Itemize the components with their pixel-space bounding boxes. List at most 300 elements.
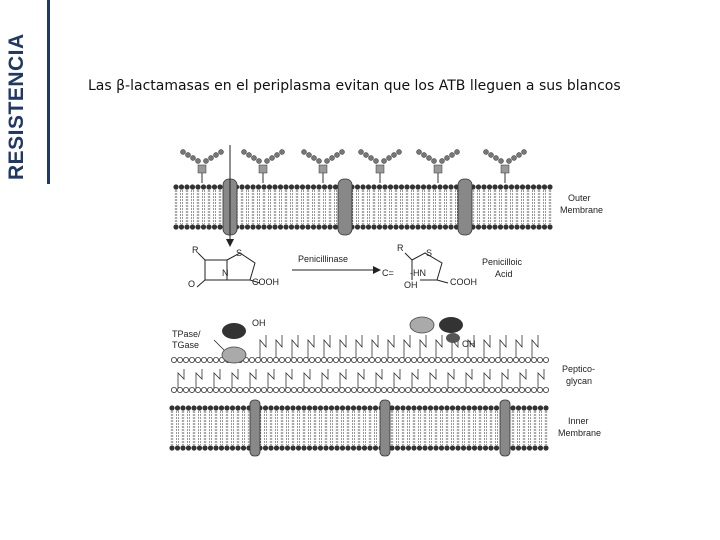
glycan-unit-upper (393, 357, 398, 362)
inner-lipid-head-top (521, 405, 526, 410)
lps-sugar (302, 150, 307, 155)
glycan-unit-lower (375, 387, 380, 392)
inner-membrane (169, 400, 548, 456)
peptide-bridge-lower (232, 369, 238, 388)
glycan-unit-upper (273, 357, 278, 362)
outer-lipid-head-bottom (426, 224, 431, 229)
glycan-unit-upper (483, 357, 488, 362)
lps-core (376, 165, 384, 173)
outer-lipid-head-top (283, 184, 288, 189)
glycan-unit-upper (429, 357, 434, 362)
glycan-unit-lower (201, 387, 206, 392)
outer-lipid-head-bottom (525, 224, 530, 229)
peptide-bridge-lower (466, 369, 472, 388)
peptide-bridge-upper (532, 335, 538, 358)
glycan-unit-upper (489, 357, 494, 362)
glycan-unit-lower (399, 387, 404, 392)
outer-lipid-head-top (371, 184, 376, 189)
inner-lipid-head-bottom (400, 445, 405, 450)
outer-lipid-head-bottom (487, 224, 492, 229)
lps-sugar (219, 150, 224, 155)
glycan-unit-lower (327, 387, 332, 392)
lps-sugar (196, 159, 201, 164)
glycan-unit-lower (477, 387, 482, 392)
outer-lipid-head-top (531, 184, 536, 189)
glycan-unit-upper (519, 357, 524, 362)
inner-lipid-head-top (428, 405, 433, 410)
glycan-unit-lower (249, 387, 254, 392)
glycan-unit-lower (423, 387, 428, 392)
inner-lipid-head-bottom (444, 445, 449, 450)
glycan-unit-lower (459, 387, 464, 392)
outer-lipid-head-bottom (382, 224, 387, 229)
inner-lipid-head-bottom (334, 445, 339, 450)
inner-lipid-head-top (268, 405, 273, 410)
inner-lipid-head-top (224, 405, 229, 410)
outer-lipid-head-top (239, 184, 244, 189)
outer-lipid-head-bottom (190, 224, 195, 229)
outer-lipid-head-top (536, 184, 541, 189)
outer-lipid-head-top (437, 184, 442, 189)
inner-lipid-head-bottom (428, 445, 433, 450)
outer-lipid-head-bottom (366, 224, 371, 229)
outer-lipid-head-bottom (448, 224, 453, 229)
lps-sugar (445, 156, 450, 161)
peptide-bridge-lower (430, 369, 436, 388)
glycan-unit-upper (531, 357, 536, 362)
lps-sugar (359, 150, 364, 155)
inner-lipid-head-top (422, 405, 427, 410)
outer-lipid-head-bottom (261, 224, 266, 229)
glycan-unit-upper (261, 357, 266, 362)
outer-lipid-head-bottom (421, 224, 426, 229)
lps-core (501, 165, 509, 173)
lps-sugar (364, 153, 369, 158)
glycan-unit-upper (375, 357, 380, 362)
outer-lipid-head-top (520, 184, 525, 189)
inner-lipid-head-top (532, 405, 537, 410)
outer-lipid-head-bottom (404, 224, 409, 229)
tpase-label-1: TPase/ (172, 329, 201, 339)
tpase-oh-label: OH (252, 318, 266, 328)
product-label-1: Penicilloic (482, 257, 523, 267)
outer-lipid-head-bottom (393, 224, 398, 229)
inner-lipid-head-bottom (439, 445, 444, 450)
pen-r-label: R (192, 245, 199, 255)
outer-lipid-head-bottom (437, 224, 442, 229)
inner-lipid-head-top (411, 405, 416, 410)
outer-lipid-head-bottom (547, 224, 552, 229)
peptidoglycan-label-1: Peptico- (562, 364, 596, 374)
outer-lipid-head-bottom (217, 224, 222, 229)
outer-lipid-head-bottom (481, 224, 486, 229)
lps-sugar (369, 156, 374, 161)
prod-s-label: S (426, 248, 433, 258)
inner-lipid-head-bottom (367, 445, 372, 450)
glycan-unit-upper (213, 357, 218, 362)
lps-sugar (374, 159, 379, 164)
lps-sugar (450, 153, 455, 158)
lps-core (259, 165, 267, 173)
glycan-unit-upper (405, 357, 410, 362)
inner-lipid-head-bottom (307, 445, 312, 450)
peptide-bridge-upper (372, 335, 378, 358)
outer-lipid-head-bottom (377, 224, 382, 229)
inner-lipid-head-bottom (345, 445, 350, 450)
outer-lipid-head-top (184, 184, 189, 189)
outer-lipid-head-top (300, 184, 305, 189)
glycan-unit-upper (321, 357, 326, 362)
pen-cooh-label: COOH (252, 277, 279, 287)
inner-lipid-head-bottom (543, 445, 548, 450)
glycan-unit-upper (471, 357, 476, 362)
lps-chains (181, 150, 527, 184)
outer-lipid-head-bottom (388, 224, 393, 229)
lps-core (434, 165, 442, 173)
peptide-bridge-upper (324, 335, 330, 358)
glycan-unit-upper (411, 357, 416, 362)
inner-lipid-head-top (538, 405, 543, 410)
outer-lipid-head-top (267, 184, 272, 189)
inner-lipid-head-top (345, 405, 350, 410)
inner-lipid-head-bottom (301, 445, 306, 450)
lps-sugar (312, 156, 317, 161)
lps-sugar (242, 150, 247, 155)
outer-lipid-head-top (206, 184, 211, 189)
glycan-unit-upper (441, 357, 446, 362)
lps-sugar (317, 159, 322, 164)
outer-lipid-head-top (503, 184, 508, 189)
reaction-arrowhead (373, 266, 381, 274)
lps-sugar (392, 153, 397, 158)
inner-lipid-head-bottom (213, 445, 218, 450)
inner-lipid-head-top (318, 405, 323, 410)
outer-lipid-head-top (294, 184, 299, 189)
outer-lipid-head-top (443, 184, 448, 189)
inner-lipid-head-bottom (527, 445, 532, 450)
peptide-bridge-lower (268, 369, 274, 388)
inner-lipid-head-bottom (180, 445, 185, 450)
glycan-unit-upper (171, 357, 176, 362)
inner-lipid-head-bottom (191, 445, 196, 450)
glycan-unit-upper (387, 357, 392, 362)
inner-lipid-head-top (329, 405, 334, 410)
glycan-unit-lower (525, 387, 530, 392)
lps-sugar (422, 153, 427, 158)
inner-lipid-head-bottom (488, 445, 493, 450)
outer-lipid-head-bottom (212, 224, 217, 229)
outer-lipid-head-bottom (195, 224, 200, 229)
inner-lipid-head-bottom (279, 445, 284, 450)
outer-lipid-head-bottom (272, 224, 277, 229)
lps-sugar (489, 153, 494, 158)
glycan-unit-lower (333, 387, 338, 392)
glycan-unit-upper (267, 357, 272, 362)
glycan-unit-upper (453, 357, 458, 362)
outer-lipid-head-bottom (327, 224, 332, 229)
outer-lipid-head-bottom (256, 224, 261, 229)
lps-sugar (340, 150, 345, 155)
inner-lipid-head-bottom (538, 445, 543, 450)
outer-lipid-head-bottom (294, 224, 299, 229)
inner-lipid-head-top (450, 405, 455, 410)
side-title: RESISTENCIA (5, 33, 28, 180)
peptide-bridge-lower (322, 369, 328, 388)
inner-lipid-head-top (400, 405, 405, 410)
glycan-unit-upper (327, 357, 332, 362)
glycan-unit-lower (225, 387, 230, 392)
inner-lipid-head-bottom (224, 445, 229, 450)
glycan-unit-lower (393, 387, 398, 392)
outer-lipid-head-bottom (415, 224, 420, 229)
outer-lipid-head-top (322, 184, 327, 189)
outer-lipid-head-top (289, 184, 294, 189)
glycan-unit-lower (519, 387, 524, 392)
peptide-bridge-lower (502, 369, 508, 388)
outer-lipid-head-bottom (201, 224, 206, 229)
outer-lipid-head-top (415, 184, 420, 189)
inner-lipid-head-top (488, 405, 493, 410)
outer-lipid-head-top (190, 184, 195, 189)
outer-lipid-head-top (514, 184, 519, 189)
outer-lipid-head-bottom (410, 224, 415, 229)
outer-lipid-head-top (388, 184, 393, 189)
glycan-unit-lower (297, 387, 302, 392)
outer-lipid-head-bottom (250, 224, 255, 229)
outer-lipid-head-top (432, 184, 437, 189)
outer-lipid-head-top (399, 184, 404, 189)
inner-lipid-head-top (180, 405, 185, 410)
glycan-unit-upper (189, 357, 194, 362)
penicillin-structure (197, 253, 260, 287)
glycan-unit-lower (369, 387, 374, 392)
inner-lipid-head-bottom (510, 445, 515, 450)
inner-lipid-head-top (219, 405, 224, 410)
inner-lipid-head-top (494, 405, 499, 410)
glycan-unit-lower (261, 387, 266, 392)
lps-sugar (209, 156, 214, 161)
glycan-unit-lower (483, 387, 488, 392)
glycan-unit-upper (501, 357, 506, 362)
inner-lipid-head-top (312, 405, 317, 410)
inner-lipid-head-bottom (274, 445, 279, 450)
glycan-unit-upper (363, 357, 368, 362)
outer-lipid-head-bottom (289, 224, 294, 229)
peptide-bridge-lower (196, 369, 202, 388)
glycan-unit-upper (447, 357, 452, 362)
glycan-unit-lower (291, 387, 296, 392)
lps-sugar (252, 156, 257, 161)
outer-lipid-head-top (366, 184, 371, 189)
inner-lipid-head-top (362, 405, 367, 410)
glycan-unit-lower (207, 387, 212, 392)
lps-sugar (191, 156, 196, 161)
lps-sugar (387, 156, 392, 161)
glycan-unit-lower (363, 387, 368, 392)
glycan-unit-upper (423, 357, 428, 362)
tgase-enzyme-light (222, 347, 246, 363)
outer-lipid-head-bottom (239, 224, 244, 229)
inner-lipid-head-top (543, 405, 548, 410)
glycan-unit-lower (357, 387, 362, 392)
lps-sugar (499, 159, 504, 164)
tpase-label-2: TGase (172, 340, 200, 350)
lps-sugar (270, 156, 275, 161)
inner-lipid-head-bottom (373, 445, 378, 450)
peptide-bridge-upper (276, 335, 282, 358)
glycan-unit-upper (357, 357, 362, 362)
outer-lipid-head-top (404, 184, 409, 189)
porin (458, 179, 472, 235)
glycan-unit-lower (177, 387, 182, 392)
lps-sugar (280, 150, 285, 155)
lps-core (319, 165, 327, 173)
inner-lipid-head-bottom (455, 445, 460, 450)
inner-lipid-head-top (191, 405, 196, 410)
inner-lipid-head-top (186, 405, 191, 410)
inner-lipid-head-top (373, 405, 378, 410)
outer-lipid-head-top (547, 184, 552, 189)
pen-s-label: S (236, 248, 243, 258)
glycan-unit-lower (447, 387, 452, 392)
outer-lipid-head-top (498, 184, 503, 189)
glycan-unit-lower (387, 387, 392, 392)
glycan-unit-upper (513, 357, 518, 362)
glycan-unit-upper (507, 357, 512, 362)
inner-lipid-head-top (477, 405, 482, 410)
outer-lipid-head-top (333, 184, 338, 189)
glycan-unit-upper (351, 357, 356, 362)
glycan-unit-upper (381, 357, 386, 362)
glycan-unit-upper (543, 357, 548, 362)
inner-lipid-head-bottom (290, 445, 295, 450)
pen-o-label: O (188, 279, 196, 289)
inner-lipid-head-top (307, 405, 312, 410)
acyl-enzyme-small (446, 333, 460, 343)
lps-sugar (186, 153, 191, 158)
lps-sugar (417, 150, 422, 155)
glycan-unit-upper (369, 357, 374, 362)
inner-lipid-head-bottom (318, 445, 323, 450)
lps-sugar (330, 156, 335, 161)
peptide-bridge-lower (412, 369, 418, 388)
outer-lipid-head-top (316, 184, 321, 189)
inner-lipid-head-top (483, 405, 488, 410)
membrane-diagram (160, 135, 620, 470)
glycan-unit-lower (303, 387, 308, 392)
inner-lipid-head-top (351, 405, 356, 410)
glycan-unit-upper (315, 357, 320, 362)
inner-lipid-head-top (439, 405, 444, 410)
inner-lipid-head-bottom (417, 445, 422, 450)
outer-lipid-head-top (179, 184, 184, 189)
inner-lipid-head-top (472, 405, 477, 410)
tpase-enzyme-dark (222, 323, 246, 339)
outer-lipid-head-top (212, 184, 217, 189)
inner-lipid-head-top (296, 405, 301, 410)
glycan-unit-lower (285, 387, 290, 392)
lps-sugar (494, 156, 499, 161)
inner-lipid-head-top (466, 405, 471, 410)
inner-lipid-head-bottom (268, 445, 273, 450)
glycan-unit-upper (399, 357, 404, 362)
peptide-bridge-lower (394, 369, 400, 388)
glycan-unit-lower (279, 387, 284, 392)
tpase-pointer (214, 340, 224, 350)
glycan-unit-lower (321, 387, 326, 392)
outer-lipid-head-top (492, 184, 497, 189)
glycan-unit-upper (477, 357, 482, 362)
inner-lipid-head-top (340, 405, 345, 410)
outer-lipid-head-top (250, 184, 255, 189)
outer-lipid-head-top (355, 184, 360, 189)
inner-lipid-head-top (395, 405, 400, 410)
inner-lipid-head-top (417, 405, 422, 410)
glycan-unit-lower (171, 387, 176, 392)
outer-lipid-head-top (410, 184, 415, 189)
glycan-unit-lower (543, 387, 548, 392)
outer-lipid-head-top (481, 184, 486, 189)
inner-lipid-head-top (356, 405, 361, 410)
glycan-unit-lower (537, 387, 542, 392)
lps-core (198, 165, 206, 173)
peptide-bridge-lower (538, 369, 544, 388)
prod-c-label: C= (382, 268, 394, 278)
peptide-bridge-lower (250, 369, 256, 388)
glycan-unit-lower (213, 387, 218, 392)
inner-lipid-head-top (444, 405, 449, 410)
peptidoglycan-layer (171, 335, 548, 393)
outer-lipid-head-top (487, 184, 492, 189)
glycan-unit-lower (465, 387, 470, 392)
peptide-bridge-upper (420, 335, 426, 358)
outer-lipid-head-top (245, 184, 250, 189)
glycan-unit-lower (189, 387, 194, 392)
glycan-unit-upper (249, 357, 254, 362)
glycan-unit-lower (507, 387, 512, 392)
inner-protein (500, 400, 510, 456)
outer-lipid-head-top (195, 184, 200, 189)
outer-lipid-head-bottom (184, 224, 189, 229)
outer-lipid-head-bottom (179, 224, 184, 229)
glycan-unit-lower (345, 387, 350, 392)
inner-lipid-head-bottom (472, 445, 477, 450)
glycan-unit-upper (465, 357, 470, 362)
glycan-unit-lower (351, 387, 356, 392)
peptide-bridge-lower (178, 369, 184, 388)
outer-lipid-head-top (542, 184, 547, 189)
inner-lipid-head-bottom (356, 445, 361, 450)
lps-sugar (181, 150, 186, 155)
outer-lipid-head-bottom (245, 224, 250, 229)
lps-sugar (432, 159, 437, 164)
prod-hn-label: -HN (410, 268, 426, 278)
inner-lipid-head-top (285, 405, 290, 410)
inner-lipid-head-bottom (329, 445, 334, 450)
outer-lipid-head-bottom (360, 224, 365, 229)
inner-lipid-head-bottom (395, 445, 400, 450)
peptide-bridge-upper (260, 335, 266, 358)
glycan-unit-lower (471, 387, 476, 392)
inner-lipid-head-top (406, 405, 411, 410)
glycan-unit-upper (195, 357, 200, 362)
prod-cooh-label: COOH (450, 277, 477, 287)
inner-lipid-head-top (516, 405, 521, 410)
outer-lipid-head-bottom (443, 224, 448, 229)
peptide-bridge-lower (286, 369, 292, 388)
glycan-unit-upper (495, 357, 500, 362)
glycan-unit-lower (501, 387, 506, 392)
